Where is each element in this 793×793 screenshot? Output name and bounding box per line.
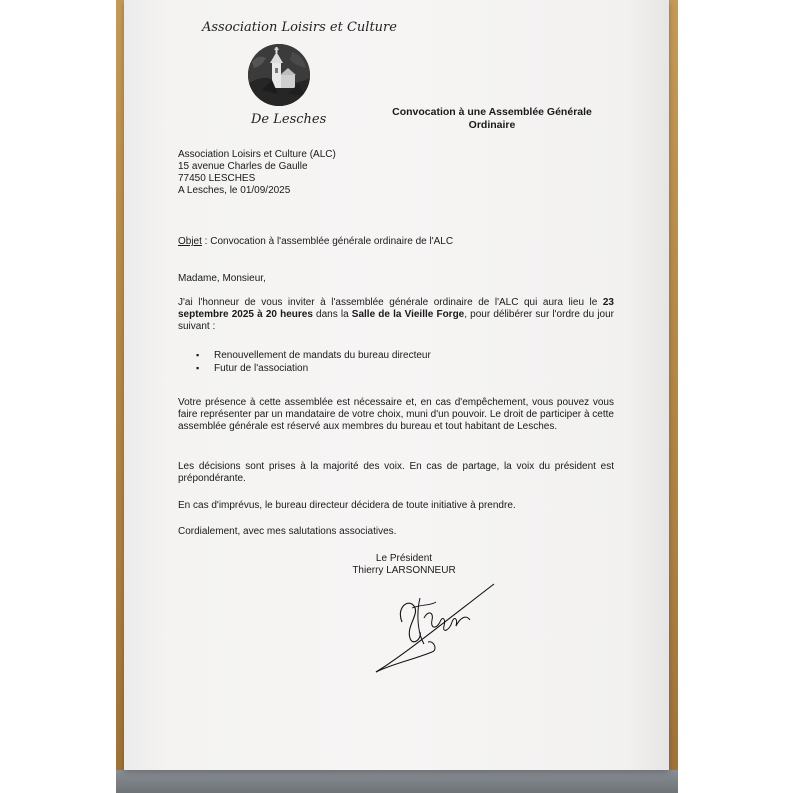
decisions-paragraph: Les décisions sont prises à la majorité des voix. En cas de partage, la voix du président est prépondérante.	[178, 461, 614, 484]
unforeseen-paragraph: En cas d'imprévus, le bureau directeur décidera de toute initiative à prendre.	[178, 500, 516, 511]
sender-line: A Lesches, le 01/09/2025	[178, 185, 291, 196]
closing-paragraph: Cordialement, avec mes salutations associatives.	[178, 526, 397, 537]
sender-line: Association Loisirs et Culture (ALC)	[178, 149, 336, 160]
signatory-name: Thierry LARSONNEUR	[352, 565, 456, 576]
agenda-list	[196, 349, 431, 375]
floor-strip	[116, 770, 678, 793]
salutation: Madame, Monsieur,	[178, 273, 266, 284]
invitation-text-2: dans la	[312, 309, 352, 320]
logo-title: Association Loisirs et Culture	[202, 20, 397, 35]
subject-label: Objet	[178, 236, 202, 247]
invitation-text-3: , pour délibérer sur l'ordre du jour suivant :	[178, 309, 614, 332]
handwritten-signature-icon	[372, 578, 502, 678]
logo-subtitle: De Lesches	[251, 112, 327, 127]
sender-line: 15 avenue Charles de Gaulle	[178, 161, 308, 172]
sender-address	[178, 149, 336, 197]
attendance-paragraph: Votre présence à cette assemblée est nécessaire et, en cas d'empêchement, vous pouvez vous faire représenter par un mandataire de votre choix, muni d'un pouvoir. Le droit de participer à cette assemblée générale est réservé aux membres du bureau et tout habitant de Lesches.	[178, 397, 614, 432]
invitation-paragraph	[178, 297, 614, 333]
meeting-location: Salle de la Vieille Forge	[351, 309, 465, 320]
meeting-date: 23 septembre 2025 à 20 heures	[178, 297, 614, 320]
sender-line: 77450 LESCHES	[178, 173, 256, 184]
subject-text: : Convocation à l'assemblée générale ordinaire de l'ALC	[201, 236, 454, 247]
church-logo-icon	[248, 44, 310, 106]
agenda-item: ▪ Renouvellement de mandats du bureau directeur	[196, 349, 431, 362]
subject-line	[178, 236, 453, 248]
signatory-role: Le Président	[375, 553, 433, 564]
convocation-title: Convocation à une Assemblée Générale Ordinaire	[392, 106, 592, 131]
invitation-text-1: J'ai l'honneur de vous inviter à l'assemblée générale ordinaire de l'ALC qui aura lieu le	[178, 297, 603, 308]
agenda-item: ▪ Futur de l'association	[196, 362, 431, 375]
letter-paper	[124, 0, 669, 770]
